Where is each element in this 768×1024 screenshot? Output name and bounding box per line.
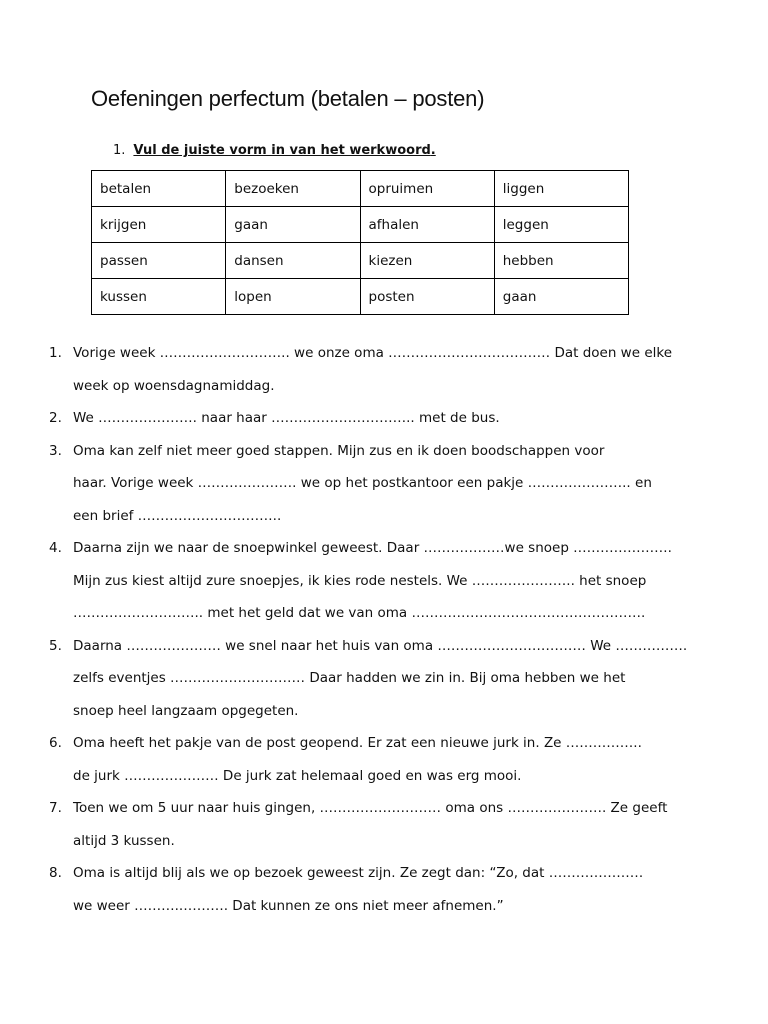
verb-cell: bezoeken <box>226 171 360 207</box>
exercise-text <box>73 402 689 435</box>
verb-cell: lopen <box>226 279 360 315</box>
verb-cell: gaan <box>226 207 360 243</box>
verb-cell: kussen <box>92 279 226 315</box>
exercise-line: we weer ………..………. Dat kunnen ze ons niet meer afnemen.” <box>73 897 504 914</box>
exercise-number: 6. <box>49 735 62 751</box>
exercise-line: Oma kan zelf niet meer goed stappen. Mijn zus en ik doen boodschappen voor <box>73 442 605 459</box>
exercise-line: Vorige week ……………………….. we onze oma ……………………………… Dat doen we elke <box>73 345 673 361</box>
verb-cell: dansen <box>226 243 360 279</box>
page-title: Oefeningen perfectum (betalen – posten) <box>91 86 485 111</box>
table-row <box>92 207 629 243</box>
verb-cell: opruimen <box>360 171 494 207</box>
exercise-number: 5. <box>49 637 62 654</box>
exercise-number: 4. <box>49 540 62 556</box>
instruction-number: 1. <box>113 143 126 158</box>
exercise-number: 7. <box>49 800 62 816</box>
verb-cell: kiezen <box>360 243 494 279</box>
exercise-line: Daarna ………………… we snel naar het huis van oma …………………………… We ……………. <box>73 637 688 654</box>
exercise-line: snoep heel langzaam opgegeten. <box>73 702 299 719</box>
exercise-line: de jurk ………………… De jurk zat helemaal goed en was erg mooi. <box>73 767 522 784</box>
exercise-line: haar. Vorige week …………………. we op het postkantoor een pakje ………………….. en <box>73 475 652 491</box>
instruction-text: Vul de juiste vorm in van het werkwoord <box>133 143 431 158</box>
exercise-text <box>73 727 689 792</box>
exercise-text <box>73 532 689 630</box>
exercise-text <box>73 857 689 922</box>
exercise-line: week op woensdagnamiddag. <box>73 377 275 394</box>
exercise-number: 8. <box>49 865 62 881</box>
verb-cell: hebben <box>494 243 628 279</box>
exercise-line: altijd 3 kussen. <box>73 832 175 849</box>
exercise-item <box>49 792 689 857</box>
exercise-item <box>49 532 689 630</box>
exercise-text <box>73 630 689 728</box>
exercise-line: Mijn zus kiest altijd zure snoepjes, ik kies rode nestels. We ………………….. het snoep <box>73 572 647 589</box>
table-row <box>92 171 629 207</box>
exercise-line: Oma is altijd blij als we op bezoek geweest zijn. Ze zegt dan: “Zo, dat ………………… <box>73 865 644 881</box>
exercise-number: 1. <box>49 345 62 361</box>
exercise-item <box>49 402 689 435</box>
table-row <box>92 243 629 279</box>
verb-cell: liggen <box>494 171 628 207</box>
exercise-item <box>49 630 689 728</box>
exercise-line: Toen we om 5 uur naar huis gingen, ……………………… oma ons …………………. Ze geeft <box>73 800 668 816</box>
exercise-line: een brief ………………………….. <box>73 507 282 524</box>
table-row <box>92 279 629 315</box>
verb-cell: krijgen <box>92 207 226 243</box>
verb-cell: afhalen <box>360 207 494 243</box>
instruction-suffix: . <box>430 143 436 158</box>
exercise-line: zelfs eventjes ………………………… Daar hadden we zin in. Bij oma hebben we het <box>73 670 626 686</box>
verb-cell: posten <box>360 279 494 315</box>
verb-cell: betalen <box>92 171 226 207</box>
exercise-item <box>49 727 689 792</box>
verb-cell: gaan <box>494 279 628 315</box>
exercise-item <box>49 337 689 402</box>
exercise-line: ……………………….. met het geld dat we van oma ……………………………………………. <box>73 605 646 621</box>
exercise-item <box>49 857 689 922</box>
exercise-text <box>73 792 689 857</box>
verb-cell: passen <box>92 243 226 279</box>
exercise-line: We …………………. naar haar ………………………….. met de bus. <box>73 410 500 426</box>
exercise-text <box>73 435 689 533</box>
exercise-text <box>73 337 689 402</box>
exercise-item <box>49 435 689 533</box>
instruction <box>113 143 436 158</box>
exercise-list <box>49 337 689 922</box>
exercise-number: 3. <box>49 442 62 459</box>
exercise-line: Oma heeft het pakje van de post geopend. Er zat een nieuwe jurk in. Ze …………….. <box>73 735 642 751</box>
exercise-number: 2. <box>49 410 62 426</box>
verb-cell: leggen <box>494 207 628 243</box>
exercise-line: Daarna zijn we naar de snoepwinkel geweest. Daar ………………we snoep …………………. <box>73 540 672 556</box>
verb-table <box>91 170 629 315</box>
